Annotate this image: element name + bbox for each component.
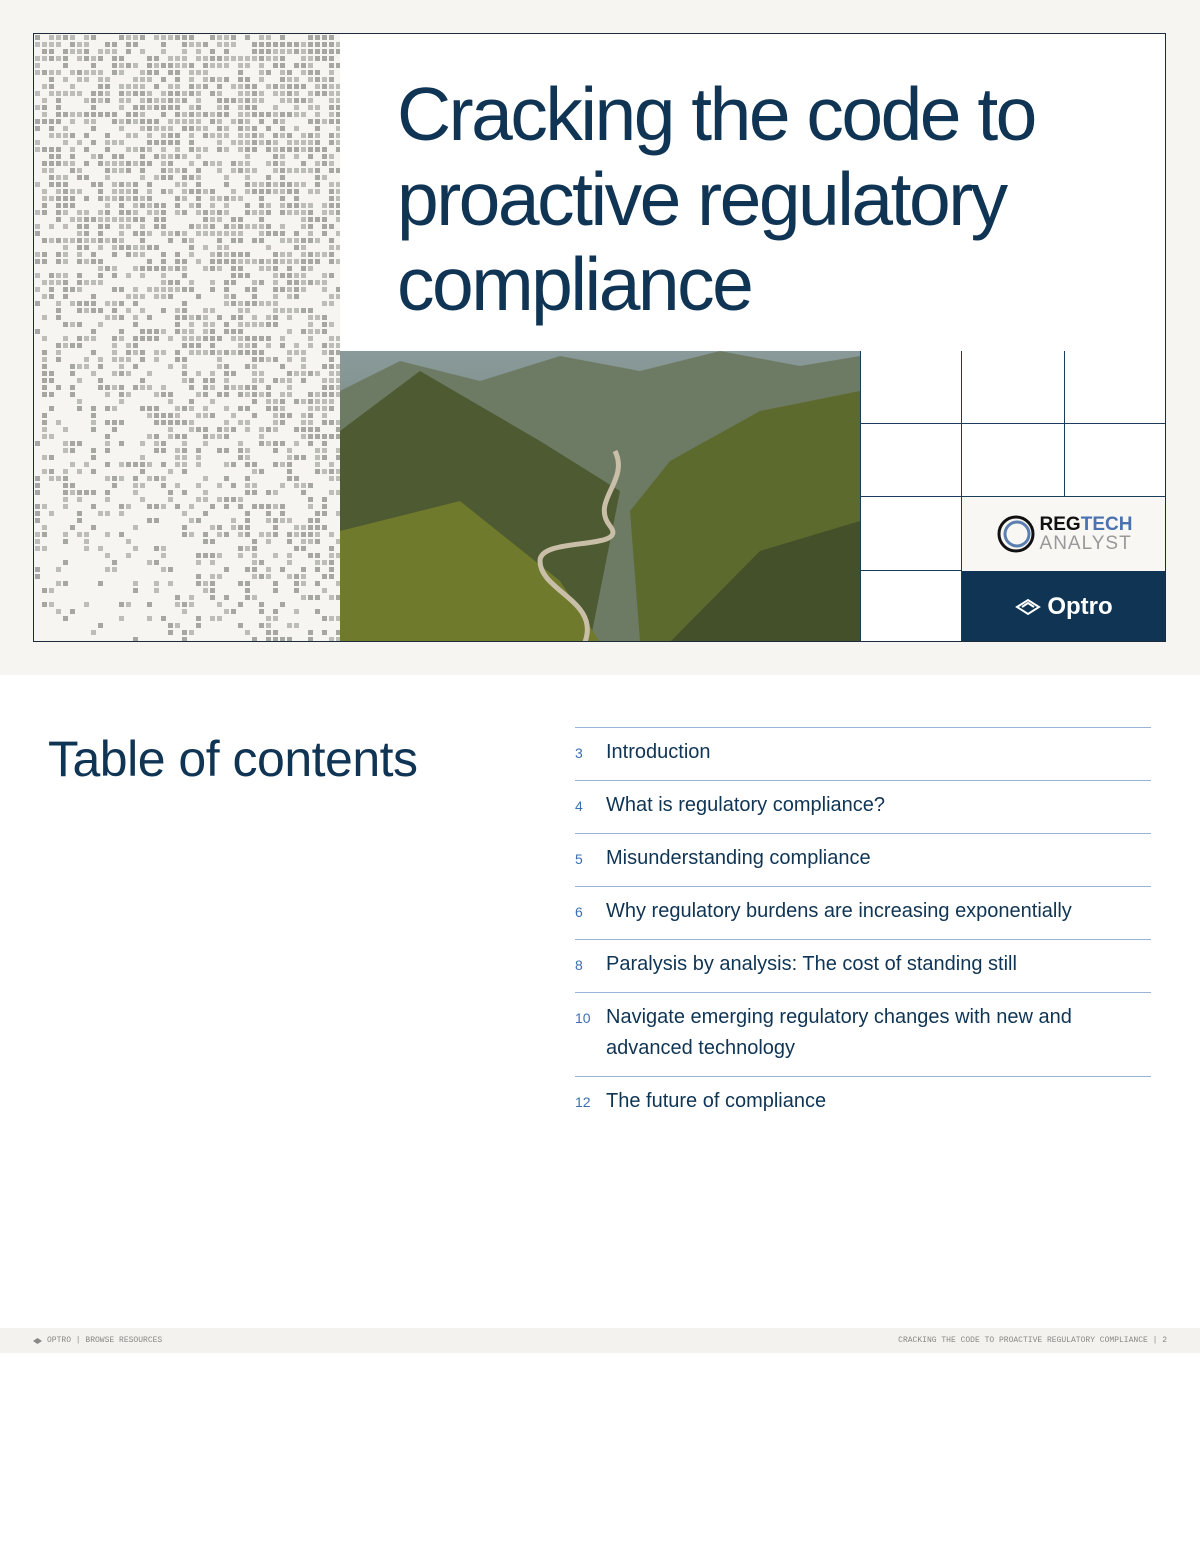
toc-item-label: The future of compliance bbox=[606, 1090, 827, 1112]
toc-item-label: Paralysis by analysis: The cost of standing still bbox=[606, 953, 1017, 975]
toc-page-number: 6 bbox=[575, 904, 583, 920]
toc-item[interactable] bbox=[575, 887, 1151, 940]
toc-item[interactable] bbox=[575, 940, 1151, 993]
toc-item-label: What is regulatory compliance? bbox=[606, 794, 886, 816]
cover-title: Cracking the code to proactive regulatory compliance bbox=[397, 72, 1035, 326]
toc-item-label: Navigate emerging regulatory changes with new and advanced technology bbox=[606, 1006, 1072, 1059]
toc-heading: Table of contents bbox=[48, 731, 418, 787]
toc-page-number: 3 bbox=[575, 745, 583, 761]
optro-eye-icon bbox=[33, 1338, 42, 1344]
toc-item[interactable] bbox=[575, 834, 1151, 887]
regtech-analyst-logo: REGTECH ANALYST bbox=[962, 497, 1166, 571]
toc-page-number: 12 bbox=[575, 1094, 591, 1110]
toc-page-number: 5 bbox=[575, 851, 583, 867]
toc-item[interactable] bbox=[575, 781, 1151, 834]
toc-item-label: Introduction bbox=[606, 741, 711, 763]
toc-item-label: Why regulatory burdens are increasing exponentially bbox=[606, 900, 1072, 922]
toc-page-number: 8 bbox=[575, 957, 583, 973]
footer-left[interactable]: OPTRO | BROWSE RESOURCES bbox=[47, 1336, 163, 1345]
optro-logo: Optro bbox=[962, 571, 1166, 642]
footer bbox=[0, 1328, 1200, 1353]
toc-item-label: Misunderstanding compliance bbox=[606, 847, 871, 869]
toc-item[interactable] bbox=[575, 728, 1151, 781]
toc-page-number: 4 bbox=[575, 798, 583, 814]
toc-item[interactable] bbox=[575, 1077, 1151, 1129]
cover-frame bbox=[33, 33, 1166, 642]
toc-list bbox=[575, 727, 1151, 1129]
toc-item[interactable] bbox=[575, 993, 1151, 1077]
footer-right: CRACKING THE CODE TO PROACTIVE REGULATORY COMPLIANCE | 2 bbox=[898, 1336, 1167, 1345]
toc-page-number: 10 bbox=[575, 1010, 591, 1026]
